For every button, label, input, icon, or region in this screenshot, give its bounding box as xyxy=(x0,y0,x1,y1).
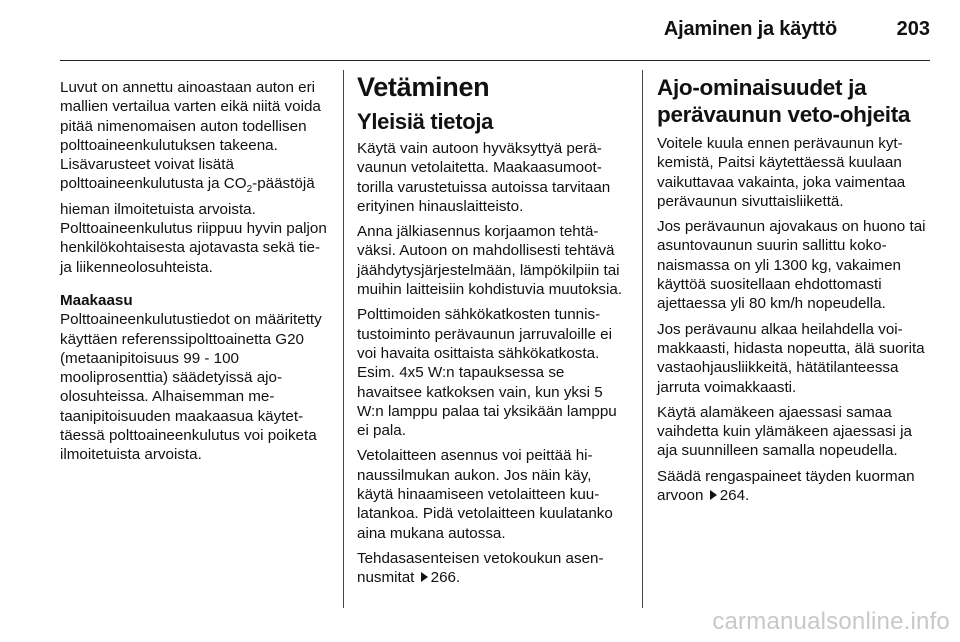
column-divider xyxy=(343,70,344,608)
consumption-note-text-a: Luvut on annettu ainoastaan auton eri mallien vertailua varten eikä niitä voida pitää nimenomaisen auton todellisen polttoaineenkulutuksen takeena. Lisävarusteet voivat lisätä polttoaineenkulutusta ja CO xyxy=(60,79,321,193)
section-title-driving-characteristics: Ajo-ominaisuudet ja perävaunun veto-ohjeita xyxy=(657,75,911,127)
running-header-title: Ajaminen ja käyttö xyxy=(663,18,837,40)
towing-paragraph-3: Polttimoiden sähkökatkosten tunnistustoiminto perävaunun jarruvaloille ei voi havaita osittaista sähkökatkosta. Esim. 4x5 W:n tapauksessa se havaitsee katkoksen vain, kun yksi 5 W:n lamppu palaa tai yksikään lamppu ei pala. xyxy=(357,306,617,440)
page-number: 203 xyxy=(896,18,930,40)
driving-paragraph-5-text: Säädä rengaspaineet täyden kuorman arvoon xyxy=(657,467,915,505)
natural-gas-heading: Maakaasu xyxy=(60,292,133,309)
page-reference-266[interactable]: 266. xyxy=(430,569,461,587)
co2-subscript: 2 xyxy=(246,184,253,196)
towing-paragraph-5 xyxy=(357,549,629,588)
page-reference-264[interactable]: 264. xyxy=(719,487,750,505)
column-2 xyxy=(357,70,629,594)
consumption-note-text-b: -päästöjä hieman ilmoitetuista arvoista. Polttoaineenkulutus riippuu hyvin paljon henkilökohtaisesta ajotavasta sekä tie- ja liikenneolosuhteista. xyxy=(60,175,327,276)
towing-paragraph-1: Käytä vain autoon hyväksyttyä perävaunun vetolaitetta. Maakaasumoottorilla varustetuissa autoissa tarvitaan erityinen hinauslaitteisto. xyxy=(357,140,611,215)
towing-paragraph-2: Anna jälkiasennus korjaamon tehtäväksi. Autoon on mahdollisesti tehtävä jäähdytysjärjestelmään, lämpökilpiin tai muihin laitteisiin kohdistuvia muutoksia. xyxy=(357,223,623,299)
page-reference-arrow-icon xyxy=(710,490,717,500)
consumption-note xyxy=(60,78,330,277)
column-3 xyxy=(657,70,929,511)
towing-paragraph-5-text: Tehdasasenteisen vetokoukun asennusmitat xyxy=(357,549,604,587)
driving-paragraph-5 xyxy=(657,467,929,506)
section-title-towing: Vetäminen xyxy=(357,72,490,102)
driving-paragraph-4: Käytä alamäkeen ajaessasi samaa vaihdetta kuin ylämäkeen ajaessasi ja aja suunnilleen samalla nopeudella. xyxy=(657,403,912,460)
subsection-general-info: Yleisiä tietoja xyxy=(357,109,494,134)
watermark: carmanualsonline.info xyxy=(712,608,950,635)
header-rule xyxy=(60,60,930,61)
column-divider xyxy=(642,70,643,608)
driving-paragraph-1: Voitele kuula ennen perävaunun kytkemistä, Paitsi käytettäessä kuulaan vaikuttavaa vakainta, joka vaimentaa perävaunun sivuttaisliikettä. xyxy=(657,135,906,210)
page-reference-arrow-icon xyxy=(421,572,428,582)
column-1 xyxy=(60,78,330,471)
natural-gas-text: Polttoaineenkulutustiedot on määritetty käyttäen referenssipolttoainetta G20 (metaanipitoisuus 99 - 100 mooliprosenttia) säädetyissä ajo-olosuhteissa. Alhaisemman metaanipitoisuuden maakaasua käytettäessä polttoaineenkulutus voi poiketa ilmoitetuista arvoista. xyxy=(60,311,322,464)
towing-paragraph-4: Vetolaitteen asennus voi peittää hinaussilmukan aukon. Jos näin käy, käytä hinaamiseen vetolaitteen kuulatankoa. Pidä vetolaitteen kuulatanko aina mukana autossa. xyxy=(357,447,613,542)
driving-paragraph-2: Jos perävaunun ajovakaus on huono tai asuntovaunun suurin sallittu kokonaismassa on yli 1300 kg, vakaimen käyttöä suositellaan ehdottomasti ajettaessa yli 80 km/h nopeudella. xyxy=(657,218,926,313)
driving-paragraph-3: Jos perävaunu alkaa heilahdella voimakkaasti, hidasta nopeutta, älä suorita vastaohjausliikkeitä, hätätilanteessa jarruta voimakkaasti. xyxy=(657,320,925,396)
